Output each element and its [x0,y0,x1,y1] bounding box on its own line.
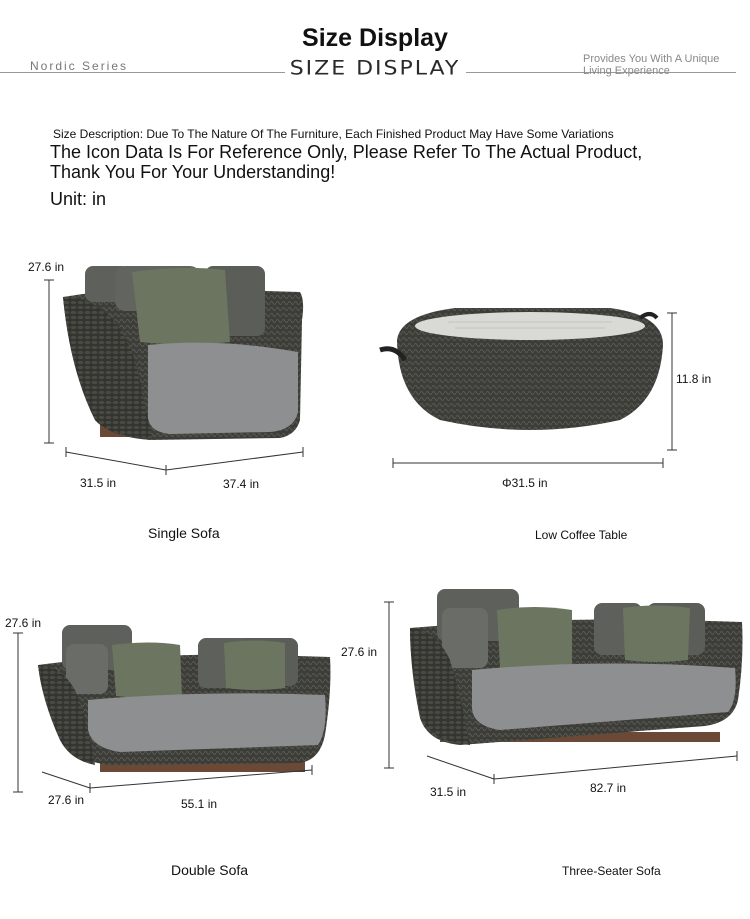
double-sofa-illustration [38,625,330,772]
double-sofa-height: 27.6 in [5,616,42,630]
unit-label: Unit: in [50,189,107,209]
coffee-table-height: 11.8 in [676,372,712,386]
seat-cushion [148,343,298,434]
single-sofa-illustration [63,266,303,440]
three-seater-caption: Three-Seater Sofa [562,864,661,878]
table-top [415,312,645,340]
single-sofa-caption: Single Sofa [148,525,220,541]
pillow-green [132,268,230,345]
single-sofa-width: 37.4 in [223,477,260,491]
single-sofa-depth: 31.5 in [80,476,117,490]
double-sofa-width: 55.1 in [181,797,218,811]
tagline: Provides You With A Unique Living Experience [583,53,720,77]
series-label: Nordic Series [30,59,129,73]
reference-note: The Icon Data Is For Reference Only, Please Refer To The Actual Product, Thank You For Your Understanding! [50,142,643,182]
single-sofa-height: 27.6 in [28,260,65,274]
page-title: Size Display [302,24,448,52]
size-description: Size Description: Due To The Nature Of The Furniture, Each Finished Product May Have Some Variations [53,127,614,141]
three-seater-illustration [410,589,743,745]
three-seater-width: 82.7 in [590,781,627,795]
double-sofa-depth: 27.6 in [48,793,85,807]
page-subtitle: SIZE DISPLAY [289,57,461,80]
coffee-table-illustration [380,308,663,430]
three-seater-depth: 31.5 in [430,785,467,799]
coffee-table-diameter: Φ31.5 in [502,476,548,490]
three-seater-height: 27.6 in [341,645,378,659]
double-sofa-caption: Double Sofa [171,862,249,878]
coffee-table-caption: Low Coffee Table [535,528,628,542]
